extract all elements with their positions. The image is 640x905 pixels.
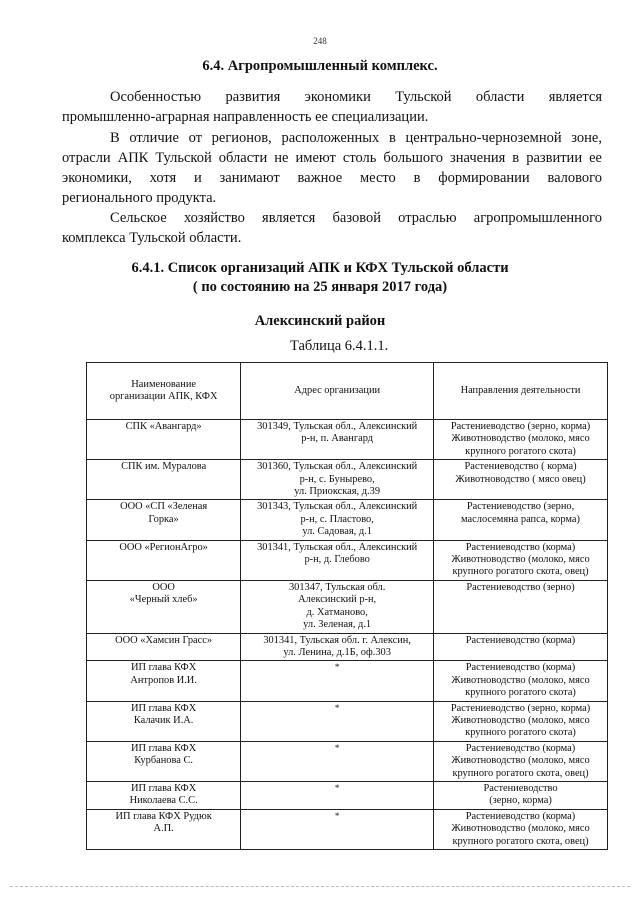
cell-line: ул. Ленина, д.1Б, оф.303	[283, 646, 391, 658]
cell-line: ул. Садовая, д.1	[302, 526, 372, 538]
cell-activity	[434, 661, 608, 701]
cell-activity	[434, 500, 608, 540]
cell-line: Растениеводство (корма)	[465, 541, 576, 553]
cell-name	[87, 500, 241, 540]
cell-line: СПК «Авангард»	[125, 421, 202, 432]
subsection-title-line-1: 6.4.1. Список организаций АПК и КФХ Тульской области	[131, 260, 509, 276]
cell-line: Животноводство (молоко, мясо	[451, 823, 590, 835]
paragraph-2-line-1: В отличие от регионов, расположенных в центрально-черноземной зоне,	[110, 130, 602, 146]
table-row	[87, 420, 608, 460]
cell-line: р-н, п. Авангард	[301, 433, 374, 445]
paragraph-1-line-1: Особенностью развития экономики Тульской области является	[110, 89, 602, 105]
cell-line: ул. Приокская, д.39	[294, 486, 381, 498]
cell-line: Растениеводство (зерно,	[466, 501, 575, 513]
cell-line: ИП глава КФХ Рудюк	[115, 810, 212, 822]
cell-line: 301360, Тульская обл., Алексинский	[257, 461, 418, 473]
cell-activity	[434, 540, 608, 580]
cell-line: ИП глава КФХ	[130, 742, 197, 754]
header-name	[87, 363, 241, 420]
cell-line: А.П.	[153, 823, 174, 835]
header-activity	[434, 363, 608, 420]
cell-line: (зерно, корма)	[489, 795, 552, 807]
cell-line: ООО	[152, 581, 175, 593]
cell-line: *	[334, 810, 340, 821]
paragraph-2-line-4: регионального продукта.	[62, 190, 217, 206]
paragraph-3-line-2: комплекса Тульской области.	[62, 230, 242, 246]
header-address-line: Адрес организации	[294, 384, 381, 396]
table-header-row	[87, 363, 608, 420]
cell-activity	[434, 460, 608, 500]
cell-activity	[434, 809, 608, 849]
cell-address	[241, 500, 434, 540]
cell-line: 301349, Тульская обл., Алексинский	[257, 421, 418, 432]
cell-line: Животноводство (молоко, мясо	[451, 433, 590, 445]
paragraph-2-line-3: экономики, хотя и занимают важное место в формировании валового	[62, 170, 602, 186]
cell-line: ул. Зеленая, д.1	[303, 619, 372, 631]
cell-name	[87, 781, 241, 809]
cell-address	[241, 460, 434, 500]
cell-name	[87, 460, 241, 500]
cell-line: маслосемяна рапса, корма)	[461, 513, 580, 525]
cell-activity	[434, 701, 608, 741]
cell-line: Николаева С.С.	[129, 795, 198, 807]
cell-line: крупного рогатого скота)	[465, 727, 576, 739]
cell-address	[241, 420, 434, 460]
cell-line: крупного рогатого скота, овец)	[452, 767, 589, 779]
cell-line: крупного рогатого скота)	[465, 687, 576, 699]
cell-line: Растениеводство ( корма)	[464, 461, 577, 473]
cell-line: р-н, с. Пластово,	[300, 513, 374, 525]
cell-address	[241, 809, 434, 849]
cell-line: Растениеводство (зерно, корма)	[450, 702, 591, 714]
table-row	[87, 741, 608, 781]
cell-line: Растениеводство (корма)	[465, 810, 576, 822]
table-row	[87, 580, 608, 633]
header-name-line: организации АПК, КФХ	[109, 391, 218, 402]
cell-line: ООО «СП «Зеленая	[120, 501, 208, 513]
cell-line: ООО «Хамсин Грасс»	[115, 634, 213, 646]
cell-name	[87, 741, 241, 781]
cell-line: Калачик И.А.	[133, 714, 194, 726]
cell-line: ИП глава КФХ	[130, 782, 197, 794]
header-name-line: Наименование	[131, 378, 196, 390]
section-title: 6.4. Агропромышленный комплекс.	[202, 58, 438, 74]
cell-name	[87, 661, 241, 701]
cell-activity	[434, 781, 608, 809]
cell-line: *	[334, 662, 340, 673]
cell-address	[241, 701, 434, 741]
cell-name	[87, 420, 241, 460]
cell-activity	[434, 741, 608, 781]
cell-line: Растениеводство (корма)	[465, 634, 576, 646]
table-caption: Таблица 6.4.1.1.	[290, 338, 389, 354]
cell-line: 301347, Тульская обл.	[288, 581, 386, 593]
cell-name	[87, 580, 241, 633]
table-row	[87, 701, 608, 741]
table-row	[87, 540, 608, 580]
cell-activity	[434, 420, 608, 460]
cell-line: р-н, д. Глебово	[304, 554, 370, 566]
cell-activity	[434, 580, 608, 633]
cell-address	[241, 540, 434, 580]
page-number: 248	[313, 36, 327, 46]
cell-line: Горка»	[148, 513, 179, 525]
cell-line: Растениеводство	[483, 782, 558, 794]
cell-line: *	[334, 742, 340, 753]
organizations-table	[86, 362, 608, 850]
cell-line: ИП глава КФХ	[130, 662, 197, 674]
cell-line: Растениеводство (зерно, корма)	[450, 421, 591, 432]
district-title: Алексинский район	[254, 313, 386, 329]
cell-line: ИП глава КФХ	[130, 702, 197, 714]
cell-address	[241, 781, 434, 809]
header-address	[241, 363, 434, 420]
scan-artifact-line	[10, 886, 630, 887]
subsection-title-line-2: ( по состоянию на 25 января 2017 года)	[192, 279, 448, 295]
cell-line: 301343, Тульская обл., Алексинский	[257, 501, 418, 513]
cell-line: Животноводство (молоко, мясо	[451, 674, 590, 686]
cell-line: крупного рогатого скота)	[465, 445, 576, 457]
header-activity-line: Направления деятельности	[460, 384, 581, 396]
cell-line: 301341, Тульская обл., Алексинский	[257, 541, 418, 553]
table-row	[87, 661, 608, 701]
cell-line: крупного рогатого скота, овец)	[452, 835, 589, 847]
cell-line: *	[334, 782, 340, 793]
table-row	[87, 460, 608, 500]
cell-line: Антропов И.И.	[130, 674, 197, 686]
cell-address	[241, 661, 434, 701]
cell-line: Животноводство (молоко, мясо	[451, 755, 590, 767]
cell-name	[87, 540, 241, 580]
cell-name	[87, 633, 241, 661]
cell-name	[87, 701, 241, 741]
cell-address	[241, 741, 434, 781]
table-row	[87, 500, 608, 540]
cell-name	[87, 809, 241, 849]
table-row	[87, 781, 608, 809]
cell-line: *	[334, 702, 340, 713]
paragraph-3-line-1: Сельское хозяйство является базовой отраслью агропромышленного	[110, 210, 602, 226]
cell-line: 301341, Тульская обл. г. Алексин,	[263, 634, 411, 646]
cell-address	[241, 580, 434, 633]
cell-line: крупного рогатого скота, овец)	[452, 566, 589, 578]
subsection-title	[0, 259, 640, 297]
cell-line: Животноводство ( мясо овец)	[455, 473, 586, 485]
cell-line: р-н, с. Бунырево,	[299, 473, 375, 485]
cell-line: Курбанова С.	[134, 755, 193, 767]
cell-line: Животноводство (молоко, мясо	[451, 554, 590, 566]
cell-line: Алексинский р-н,	[298, 594, 377, 606]
cell-activity	[434, 633, 608, 661]
table-row	[87, 633, 608, 661]
cell-line: Животноводство (молоко, мясо	[451, 714, 590, 726]
cell-line: Растениеводство (корма)	[465, 742, 576, 754]
cell-line: «Черный хлеб»	[129, 594, 198, 606]
cell-address	[241, 633, 434, 661]
cell-line: Растениеводство (зерно)	[466, 581, 575, 593]
paragraph-2-line-2: отрасли АПК Тульской области не имеют столь большого значения в развитии ее	[62, 150, 602, 166]
cell-line: Растениеводство (корма)	[465, 662, 576, 674]
cell-line: СПК им. Муралова	[121, 461, 207, 473]
cell-line: ООО «РегионАгро»	[119, 541, 208, 553]
cell-line: д. Хатманово,	[306, 606, 368, 618]
paragraph-1-line-2: промышленно-аграрная направленность ее специализации.	[62, 109, 429, 125]
table-row	[87, 809, 608, 849]
